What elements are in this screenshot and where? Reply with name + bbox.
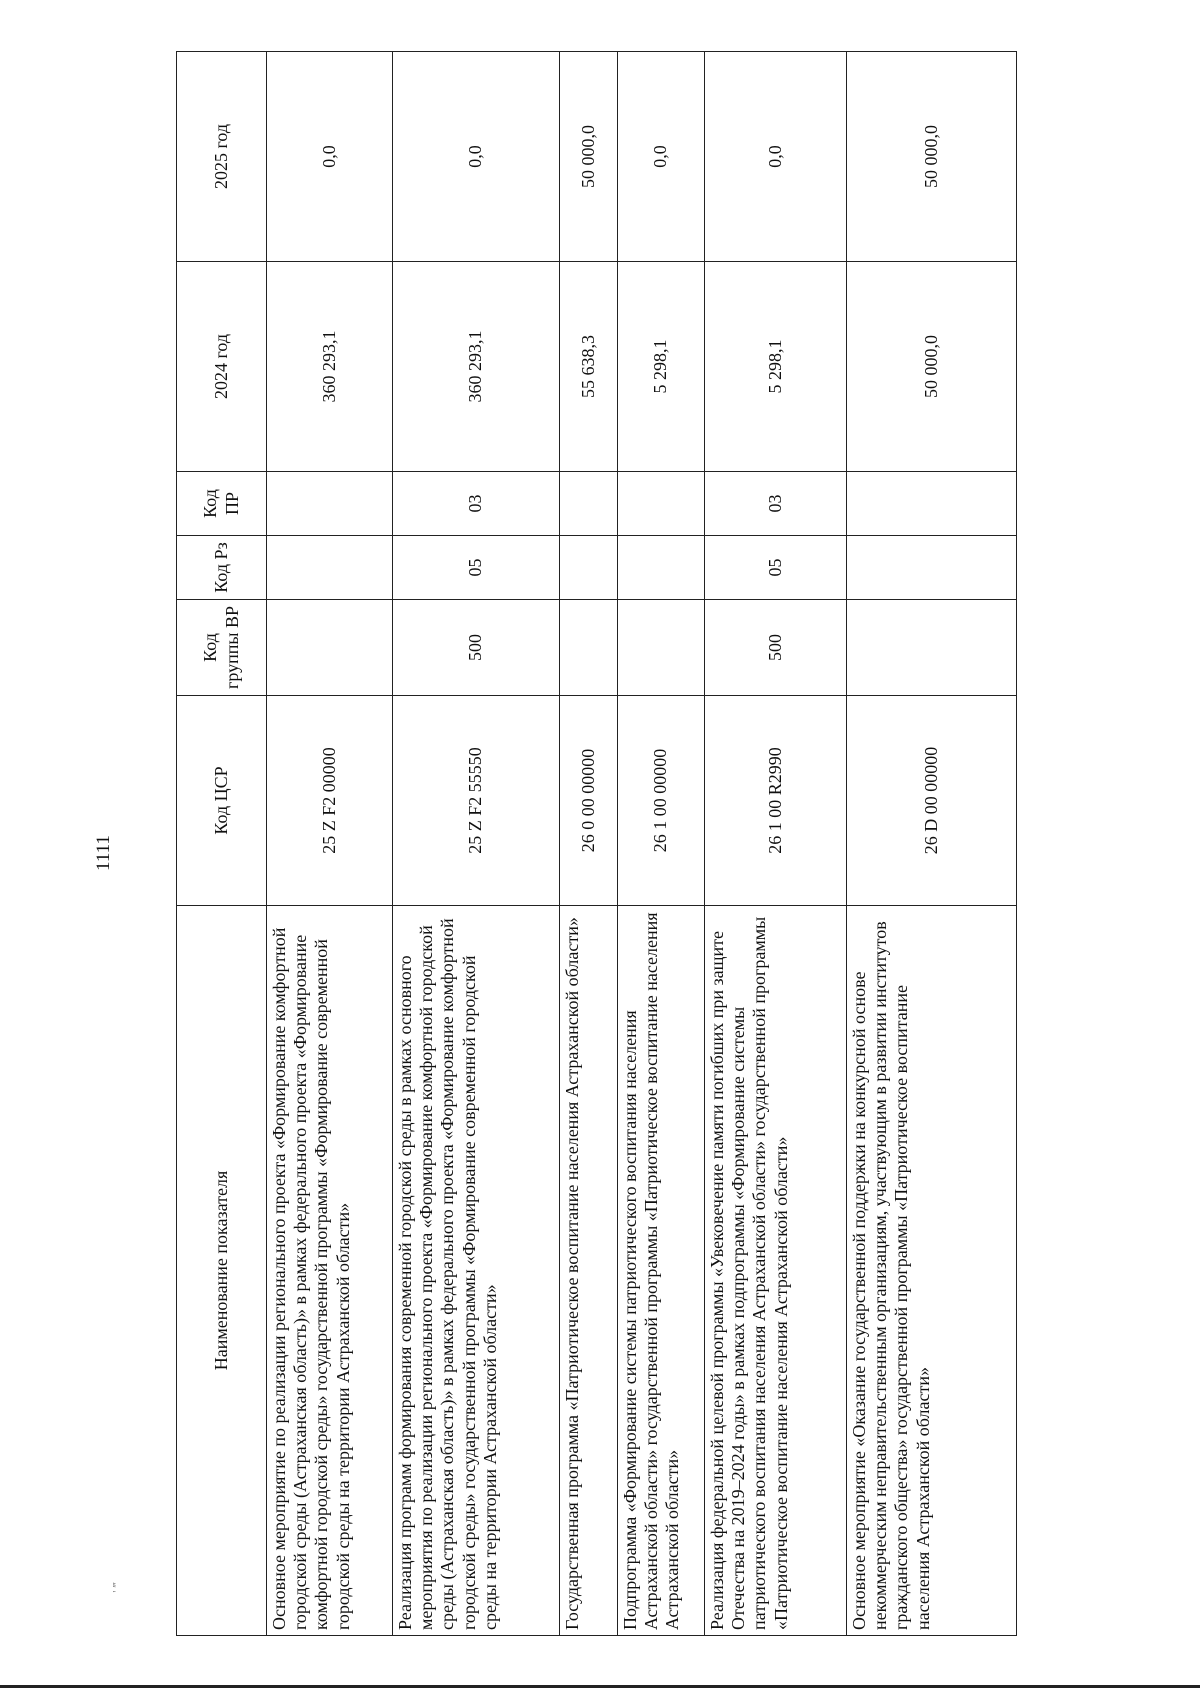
row-pr-code	[560, 472, 618, 536]
row-vr-code	[267, 600, 393, 696]
table-row	[393, 52, 560, 1636]
row-2024: 5 298,1	[618, 262, 705, 472]
row-pr-code: 03	[705, 472, 847, 536]
budget-table-container	[176, 52, 1016, 1636]
row-2024: 360 293,1	[393, 262, 560, 472]
row-2024: 360 293,1	[267, 262, 393, 472]
row-vr-code	[560, 600, 618, 696]
row-name: Реализация программ формирования современной городской среды в рамках основного мероприятия по реализации регионального проекта «Формирование комфортной городской среды (Астраханская область)» в рамках федерального проекта «Формирование комфортной городской среды» государственной программы «Формирование современной городской среды на территории Астраханской области»	[393, 906, 560, 1636]
row-csr-code: 26 0 00 00000	[560, 696, 618, 906]
row-pr-code: 03	[393, 472, 560, 536]
row-vr-code	[847, 600, 1017, 696]
row-pr-code	[267, 472, 393, 536]
header-2024: 2024 год	[177, 262, 267, 472]
row-csr-code: 26 1 00 R2990	[705, 696, 847, 906]
bottom-rule	[0, 1685, 1200, 1688]
row-2025: 0,0	[267, 52, 393, 262]
row-csr-code: 26 D 00 00000	[847, 696, 1017, 906]
row-rz-code: 05	[705, 536, 847, 600]
header-2025: 2025 год	[177, 52, 267, 262]
row-csr-code: 26 1 00 00000	[618, 696, 705, 906]
row-vr-code: 500	[705, 600, 847, 696]
row-pr-code	[618, 472, 705, 536]
table-row	[705, 52, 847, 1636]
scan-mark: ' ‴	[109, 1582, 124, 1593]
row-rz-code	[560, 536, 618, 600]
row-2025: 0,0	[705, 52, 847, 262]
budget-table	[176, 51, 1017, 1636]
table-row	[267, 52, 393, 1636]
row-name: Основное мероприятие по реализации регионального проекта «Формирование комфортной городской среды (Астраханская область)» в рамках федерального проекта «Формирование комфортной городской среды» государственной программы «Формирование современной городской среды на территории Астраханской области»	[267, 906, 393, 1636]
table-header-row	[177, 52, 267, 1636]
table-row	[560, 52, 618, 1636]
header-pr-code: Код ПР	[177, 472, 267, 536]
row-2024: 5 298,1	[705, 262, 847, 472]
header-name: Наименование показателя	[177, 906, 267, 1636]
row-rz-code	[618, 536, 705, 600]
header-rz-code: Код Рз	[177, 536, 267, 600]
table-row	[847, 52, 1017, 1636]
row-rz-code	[847, 536, 1017, 600]
row-2025: 0,0	[393, 52, 560, 262]
row-2025: 50 000,0	[560, 52, 618, 262]
row-csr-code: 25 Z F2 00000	[267, 696, 393, 906]
row-csr-code: 25 Z F2 55550	[393, 696, 560, 906]
row-pr-code	[847, 472, 1017, 536]
row-rz-code	[267, 536, 393, 600]
row-name: Основное мероприятие «Оказание государственной поддержки на конкурсной основе некоммерческим неправительственным организациям, участвующим в развитии институтов гражданского общества» государственной программы «Патриотическое воспитание населения Астраханской области»	[847, 906, 1017, 1636]
header-vr-code: Код группы ВР	[177, 600, 267, 696]
row-2024: 55 638,3	[560, 262, 618, 472]
row-2024: 50 000,0	[847, 262, 1017, 472]
row-vr-code	[618, 600, 705, 696]
header-csr-code: Код ЦСР	[177, 696, 267, 906]
table-row	[618, 52, 705, 1636]
row-2025: 0,0	[618, 52, 705, 262]
row-rz-code: 05	[393, 536, 560, 600]
row-name: Подпрограмма «Формирование системы патриотического воспитания населения Астраханской области» государственной программы «Патриотическое воспитание населения Астраханской области»	[618, 906, 705, 1636]
row-name: Государственная программа «Патриотическое воспитание населения Астраханской области»	[560, 906, 618, 1636]
row-vr-code: 500	[393, 600, 560, 696]
row-2025: 50 000,0	[847, 52, 1017, 262]
row-name: Реализация федеральной целевой программы «Увековечение памяти погибших при защите Отечества на 2019–2024 годы» в рамках подпрограммы «Формирование системы патриотического воспитания населения Астраханской области» государственной программы «Патриотическое воспитание населения Астраханской области»	[705, 906, 847, 1636]
page-number: 1111	[93, 835, 114, 871]
